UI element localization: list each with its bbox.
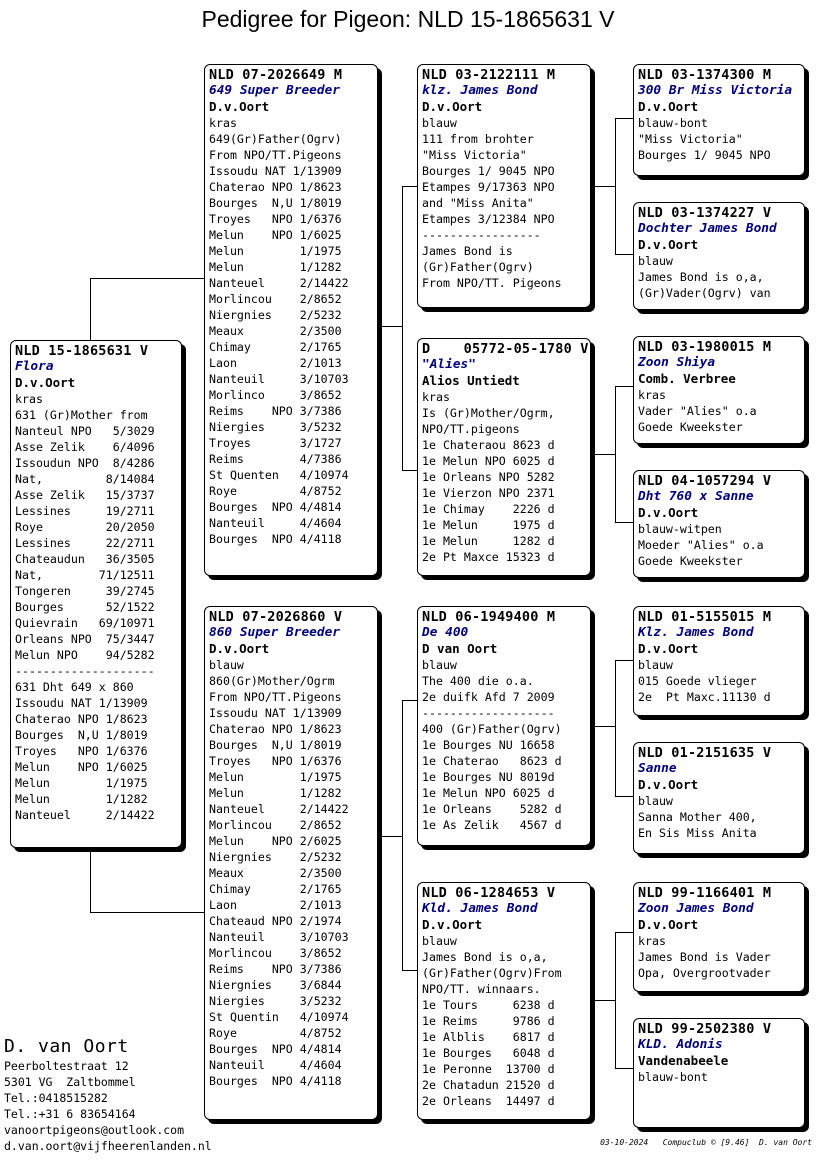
pigeon-card-mmm[interactable] [633,1018,805,1128]
connector [381,326,403,327]
note-line: Niergies 3/5232 [209,420,342,434]
ring-number: NLD 04-1057294 V [638,473,772,489]
note-line: Laon 2/1013 [209,898,342,912]
note-line: Nanteuel 2/14422 [209,276,349,290]
note-line: Opa, Overgrootvader [638,966,771,980]
page-title: Pedigree for Pigeon: NLD 15-1865631 V [201,6,615,32]
note-line: Chaterao NPO 1/8623 [209,722,342,736]
pigeon-card-fmf[interactable] [633,336,805,444]
note-line: 1e Melun NPO 6025 d [422,454,555,468]
note-line: Moeder "Alies" o.a [638,538,764,552]
pigeon-card-mf[interactable] [417,606,591,846]
ring-number: NLD 03-1374227 V [638,205,772,221]
note-line: and "Miss Anita" [422,196,534,210]
note-line: Etampes 9/17363 NPO [422,180,555,194]
note-line: Bourges NPO 4/4118 [209,532,342,546]
note-line: blauw [422,658,457,672]
note-line: Melun 1/1282 [15,792,148,806]
note-line: Chimay 2/1765 [209,340,342,354]
pigeon-name: Zoon James Bond [638,901,754,916]
breeder-name: D. van Oort [4,1036,129,1057]
owner-name: D.v.Oort [209,641,270,656]
card-notes [15,391,177,823]
connector [615,1068,633,1069]
note-line: blauw [638,254,673,268]
connector [402,700,403,970]
note-line: Reims 4/7386 [209,452,342,466]
note-line: 1e Bourges NU 8019d [422,770,555,784]
owner-name: D.v.Oort [15,375,76,390]
connector [594,186,616,187]
ring-number: NLD 03-1980015 M [638,339,772,355]
connector [615,254,633,255]
note-line: 1e Bourges 6048 d [422,1046,555,1060]
connector [594,454,616,455]
connector [90,912,204,913]
connector [402,186,417,187]
note-line: kras [209,116,237,130]
note-line: Niergnies 2/5232 [209,850,342,864]
note-line: kras [638,388,666,402]
note-line: Morlincou 2/8652 [209,292,342,306]
note-line: -------------------- [15,664,155,678]
note-line: blauw [422,934,457,948]
print-footer: 03-10-2024 Compuclub © [9.46] D. van Oort [600,1138,812,1147]
note-line: Melun NPO 94/5282 [15,648,155,662]
note-line: From NPO/TT.Pigeons [209,148,342,162]
card-notes [422,389,586,565]
note-line: Nanteuel 2/14422 [209,802,349,816]
note-line: 1e Bourges NU 16658 [422,738,555,752]
owner-name: Comb. Verbree [638,371,736,386]
pigeon-name: Zoon Shiya [638,355,716,370]
note-line: Niergnies 2/5232 [209,308,342,322]
owner-name: Alios Untiedt [422,373,520,388]
note-line: 2e duifk Afd 7 2009 [422,690,555,704]
note-line: Chateaudun 36/3505 [15,552,155,566]
ring-number: NLD 01-5155015 M [638,609,772,625]
owner-name: D.v.Oort [638,237,699,252]
note-line: Roye 4/8752 [209,1026,342,1040]
note-line: 631 Dht 649 x 860 [15,680,134,694]
note-line: NPO/TT. winnaars. [422,982,541,996]
note-line: Issoudu NAT 1/13909 [209,706,342,720]
note-line: James Bond is o,a, [422,950,548,964]
card-notes [422,933,586,1109]
connector [402,700,417,701]
note-line: The 400 die o.a. [422,674,534,688]
note-line: kras [422,390,450,404]
note-line: 1e Vierzon NPO 2371 [422,486,555,500]
note-line: 1e Orleans 5282 d [422,802,562,816]
pigeon-name: klz. James Bond [422,83,538,98]
breeder-address: Peerboltestraat 12 [4,1059,129,1073]
pigeon-name: 649 Super Breeder [209,83,340,98]
note-line: 1e As Zelik 4567 d [422,818,562,832]
note-line: 649(Gr)Father(Ogrv) [209,132,342,146]
card-notes [638,793,800,841]
ring-number: NLD 01-2151635 V [638,745,772,761]
note-line: Melun 1/1975 [209,770,342,784]
note-line: Melun 1/1975 [15,776,148,790]
note-line: ----------------- [422,228,541,242]
note-line: 111 from brohter [422,132,534,146]
note-line: "Miss Victoria" [638,132,743,146]
pigeon-card-ff[interactable] [417,64,591,308]
ring-number: NLD 06-1949400 M [422,609,556,625]
note-line: (Gr)Father(Ogrv) [422,260,534,274]
note-line: Nanteuel 2/14422 [15,808,155,822]
pigeon-card-mff[interactable] [633,606,805,716]
pigeon-name: 300 Br Miss Victoria [638,83,793,98]
note-line: Troyes NPO 1/6376 [209,212,342,226]
owner-name: D.v.Oort [638,99,699,114]
pigeon-card-subject[interactable] [10,340,182,848]
note-line: Bourges NPO 4/4118 [209,1074,342,1088]
ring-number: NLD 03-1374300 M [638,67,772,83]
note-line: 1e Melun 1282 d [422,534,555,548]
note-line: kras [638,934,666,948]
pigeon-card-mmf[interactable] [633,882,805,992]
note-line: Asse Zelik 15/3737 [15,488,155,502]
connector [90,850,91,912]
note-line: Meaux 2/3500 [209,324,342,338]
note-line: blauw [638,658,673,672]
note-line: Chaterao NPO 1/8623 [209,180,342,194]
connector [615,660,633,661]
note-line: Nanteuil 3/10703 [209,372,349,386]
note-line: blauw-bont [638,1070,708,1084]
note-line: Bourges NPO 4/4814 [209,500,342,514]
note-line: 631 (Gr)Mother from [15,408,148,422]
pigeon-card-mfm[interactable] [633,742,805,854]
note-line: Bourges 52/1522 [15,600,155,614]
connector [90,278,91,340]
card-notes [638,933,800,981]
ring-number: NLD 06-1284653 V [422,885,556,901]
note-line: Niergnies 3/6844 [209,978,342,992]
pigeon-card-fm[interactable] [417,338,591,576]
connector [615,660,616,796]
pigeon-name: De 400 [422,625,469,640]
ring-number: NLD 99-1166401 M [638,885,772,901]
note-line: blauw [638,794,673,808]
card-notes [422,657,586,833]
note-line: Reims NPO 3/7386 [209,404,342,418]
note-line: 1e Tours 6238 d [422,998,555,1012]
pigeon-card-mother[interactable] [204,606,378,1120]
note-line: Troyes NPO 1/6376 [209,754,342,768]
note-line: Lessines 19/2711 [15,504,155,518]
pigeon-name: Flora [15,359,54,374]
owner-name: Vandenabeele [638,1053,729,1068]
note-line: St Quentin 4/10974 [209,1010,349,1024]
breeder-mobile: Tel.:+31 6 83654164 [4,1107,136,1121]
note-line: Nanteuil 3/10703 [209,930,349,944]
pigeon-card-ffm[interactable] [633,202,805,310]
pigeon-name: Kld. James Bond [422,901,538,916]
note-line: Vader "Alies" o.a [638,404,757,418]
note-line: Bourges N,U 1/8019 [209,196,342,210]
pigeon-name: Dht 760 x Sanne [638,489,754,504]
pigeon-name: "Alies" [422,357,476,372]
note-line: Is (Gr)Mother/Ogrm, [422,406,555,420]
note-line: Chimay 2/1765 [209,882,342,896]
connector [402,186,403,470]
note-line: From NPO/TT.Pigeons [209,690,342,704]
note-line: Issoudu NAT 1/13909 [209,164,342,178]
note-line: blauw-witpen [638,522,722,536]
note-line: 1e Chaterao 8623 d [422,754,562,768]
note-line: Melun NPO 1/6025 [209,228,342,242]
pigeon-name: Dochter James Bond [638,221,777,236]
note-line: (Gr)Vader(Ogrv) van [638,286,771,300]
note-line: Roye 4/8752 [209,484,342,498]
note-line: Laon 2/1013 [209,356,342,370]
card-notes [638,115,800,163]
connector [615,118,633,119]
note-line: From NPO/TT. Pigeons [422,276,562,290]
note-line: Issoudu NAT 1/13909 [15,696,148,710]
note-line: 015 Goede vlieger [638,674,757,688]
note-line: kras [15,392,43,406]
note-line: 1e Reims 9786 d [422,1014,555,1028]
breeder-info [4,1036,212,1154]
owner-name: D.v.Oort [422,99,483,114]
note-line: Bourges NPO 4/4814 [209,1042,342,1056]
note-line: Goede Kweekster [638,554,743,568]
breeder-phone: Tel.:0418515282 [4,1091,108,1105]
note-line: 1e Orleans NPO 5282 [422,470,555,484]
note-line: Meaux 2/3500 [209,866,342,880]
owner-name: D.v.Oort [209,99,270,114]
note-line: Tongeren 39/2745 [15,584,155,598]
note-line: Melun 1/1975 [209,244,342,258]
note-line: Nat, 71/12511 [15,568,155,582]
note-line: Etampes 3/12384 NPO [422,212,555,226]
note-line: Quievrain 69/10971 [15,616,155,630]
pigeon-name: 860 Super Breeder [209,625,340,640]
connector [615,932,616,1068]
note-line: Orleans NPO 75/3447 [15,632,155,646]
card-notes [422,115,586,291]
note-line: Nanteuil 4/4604 [209,516,342,530]
ring-number: NLD 15-1865631 V [15,343,149,359]
connector [90,278,204,279]
connector [615,796,633,797]
ring-number: NLD 07-2026860 V [209,609,343,625]
connector [594,726,616,727]
card-notes [638,657,800,705]
owner-name: D.v.Oort [638,641,699,656]
pigeon-card-father[interactable] [204,64,378,576]
note-line: 400 (Gr)Father(Ogrv) [422,722,562,736]
pigeon-card-mm[interactable] [417,882,591,1120]
card-notes [638,387,800,435]
note-line: Reims NPO 3/7386 [209,962,342,976]
note-line: Bourges N,U 1/8019 [209,738,342,752]
ring-number: NLD 99-2502380 V [638,1021,772,1037]
card-notes [638,253,800,301]
note-line: Morlincou 3/8652 [209,946,342,960]
pigeon-name: Sanne [638,761,677,776]
note-line: 2e Pt Maxc.11130 d [638,690,771,704]
note-line: (Gr)Father(Ogrv)From [422,966,562,980]
connector [402,970,417,971]
connector [615,386,633,387]
ring-number: NLD 03-2122111 M [422,67,556,83]
note-line: Morlincou 2/8652 [209,818,342,832]
note-line: 2e Chatadun 21520 d [422,1078,555,1092]
note-line: 860(Gr)Mother/Ogrm [209,674,335,688]
card-notes [209,657,373,1089]
pigeon-name: KLD. Adonis [638,1037,723,1052]
note-line: 1e Peronne 13700 d [422,1062,555,1076]
note-line: Nanteuil 4/4604 [209,1058,342,1072]
note-line: Roye 20/2050 [15,520,155,534]
breeder-email-alt[interactable]: d.van.oort@vijfheerenlanden.nl [4,1139,212,1153]
pigeon-card-fff[interactable] [633,64,805,176]
note-line: En Sis Miss Anita [638,826,757,840]
note-line: 1e Chimay 2226 d [422,502,555,516]
note-line: blauw [209,658,244,672]
note-line: Melun 1/1282 [209,260,342,274]
note-line: Melun 1/1282 [209,786,342,800]
connector [615,118,616,254]
note-line: 1e Alblis 6817 d [422,1030,555,1044]
note-line: "Miss Victoria" [422,148,527,162]
note-line: 1e Melun 1975 d [422,518,555,532]
note-line: Melun NPO 2/6025 [209,834,342,848]
note-line: ------------------- [422,706,555,720]
card-notes [209,115,373,547]
note-line: Melun NPO 1/6025 [15,760,148,774]
connector [381,836,403,837]
note-line: Bourges 1/ 9045 NPO [638,148,771,162]
connector [402,470,417,471]
note-line: James Bond is [422,244,513,258]
note-line: Troyes NPO 1/6376 [15,744,148,758]
pigeon-card-fmm[interactable] [633,470,805,578]
ring-number: D 05772-05-1780 V [422,341,589,357]
note-line: blauw-bont [638,116,708,130]
note-line: Sanna Mother 400, [638,810,757,824]
connector [594,1000,616,1001]
note-line: Nanteul NPO 5/3029 [15,424,155,438]
card-notes [638,1069,800,1085]
note-line: Morlinco 3/8652 [209,388,342,402]
note-line: 1e Chaterаou 8623 d [422,438,555,452]
breeder-postcode: 5301 VG Zaltbommel [4,1075,136,1089]
owner-name: D.v.Oort [638,777,699,792]
note-line: Asse Zelik 6/4096 [15,440,155,454]
card-notes [638,521,800,569]
note-line: St Quenten 4/10974 [209,468,349,482]
note-line: Chaterao NPO 1/8623 [15,712,148,726]
note-line: Troyes 3/1727 [209,436,342,450]
note-line: 1e Melun NPO 6025 d [422,786,555,800]
note-line: Issoudun NPO 8/4286 [15,456,155,470]
connector [615,522,633,523]
note-line: James Bond is Vader [638,950,771,964]
note-line: 2e Orleans 14497 d [422,1094,555,1108]
owner-name: D van Oort [422,641,498,656]
note-line: NPO/TT.pigeons [422,422,520,436]
connector [615,386,616,522]
note-line: 2e Pt Maxce 15323 d [422,550,555,564]
note-line: Lessines 22/2711 [15,536,155,550]
owner-name: D.v.Oort [638,917,699,932]
owner-name: D.v.Oort [422,917,483,932]
note-line: Niergies 3/5232 [209,994,342,1008]
note-line: Chateaud NPO 2/1974 [209,914,342,928]
pigeon-name: Klz. James Bond [638,625,754,640]
note-line: James Bond is o,a, [638,270,764,284]
breeder-email[interactable]: vanoortpigeons@outlook.com [4,1123,185,1137]
owner-name: D.v.Oort [638,505,699,520]
note-line: Bourges 1/ 9045 NPO [422,164,555,178]
note-line: Goede Kweekster [638,420,743,434]
ring-number: NLD 07-2026649 M [209,67,343,83]
connector [615,932,633,933]
note-line: Nat, 8/14084 [15,472,155,486]
note-line: Bourges N,U 1/8019 [15,728,148,742]
note-line: blauw [422,116,457,130]
